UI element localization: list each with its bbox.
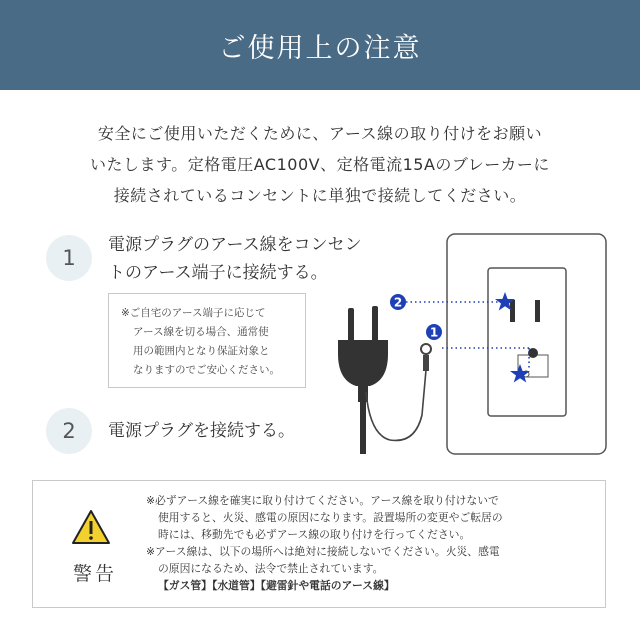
warning-line: ※必ずアース線を確実に取り付けてください。アース線を取り付けないで <box>146 494 499 507</box>
warning-label: 警告 <box>73 563 118 585</box>
warning-line: ※アース線は、以下の場所へは絶対に接続しないでください。火災、感電 <box>146 545 500 558</box>
note-box <box>108 293 306 388</box>
outlet-slot-right <box>535 300 540 322</box>
plug-prong-right <box>372 306 378 342</box>
plug-prong-left <box>348 308 354 342</box>
step-2-number: 2 <box>46 408 92 454</box>
intro-line: 接続されているコンセントに単独で接続してください。 <box>113 186 527 205</box>
ground-wire-ring-icon <box>421 344 431 354</box>
plug-body <box>338 340 388 386</box>
warning-box <box>32 480 606 608</box>
outlet-face <box>488 268 566 416</box>
page-title: ご使用上の注意 <box>218 32 422 64</box>
step-2-line: 電源プラグを接続する。 <box>108 421 295 441</box>
intro-text <box>30 118 610 211</box>
ground-wire-sleeve <box>423 355 429 371</box>
warning-line: 【ガス管】【水道管】【避雷針や電話のアース線】 <box>158 579 395 592</box>
marker-2-label: 2 <box>393 295 403 310</box>
warning-line: 使用すると、火災、感電の原因になります。設置場所の変更やご転居の <box>158 511 503 524</box>
step-1-number: 1 <box>46 235 92 281</box>
note-line: アース線を切る場合、通常使 <box>133 326 269 338</box>
step-1-line: 電源プラグのアース線をコンセン <box>108 235 362 255</box>
note-line: ※ご自宅のアース端子に応じて <box>121 307 266 319</box>
step-2-text <box>108 417 295 445</box>
warning-line: の原因になるため、法令で禁止されています。 <box>158 562 384 575</box>
step-1-text <box>108 231 362 287</box>
note-line: 用の範囲内となり保証対象と <box>133 345 270 357</box>
note-line: なりますのでご安心ください。 <box>133 364 280 376</box>
intro-line: いたします。定格電圧AC100V、定格電流15Aのブレーカーに <box>90 155 550 174</box>
outlet-slot-left <box>510 300 515 322</box>
warning-line: 時には、移動先でも必ずアース線の取り付けを行ってください。 <box>158 528 471 541</box>
warning-text <box>146 492 503 594</box>
header-bar <box>0 0 640 90</box>
marker-1-label: 1 <box>429 325 439 340</box>
step-1-line: トのアース端子に接続する。 <box>108 263 328 283</box>
intro-line: 安全にご使用いただくために、アース線の取り付けをお願い <box>97 124 543 143</box>
outlet-diagram <box>330 230 610 460</box>
warning-triangle-icon <box>71 509 111 545</box>
